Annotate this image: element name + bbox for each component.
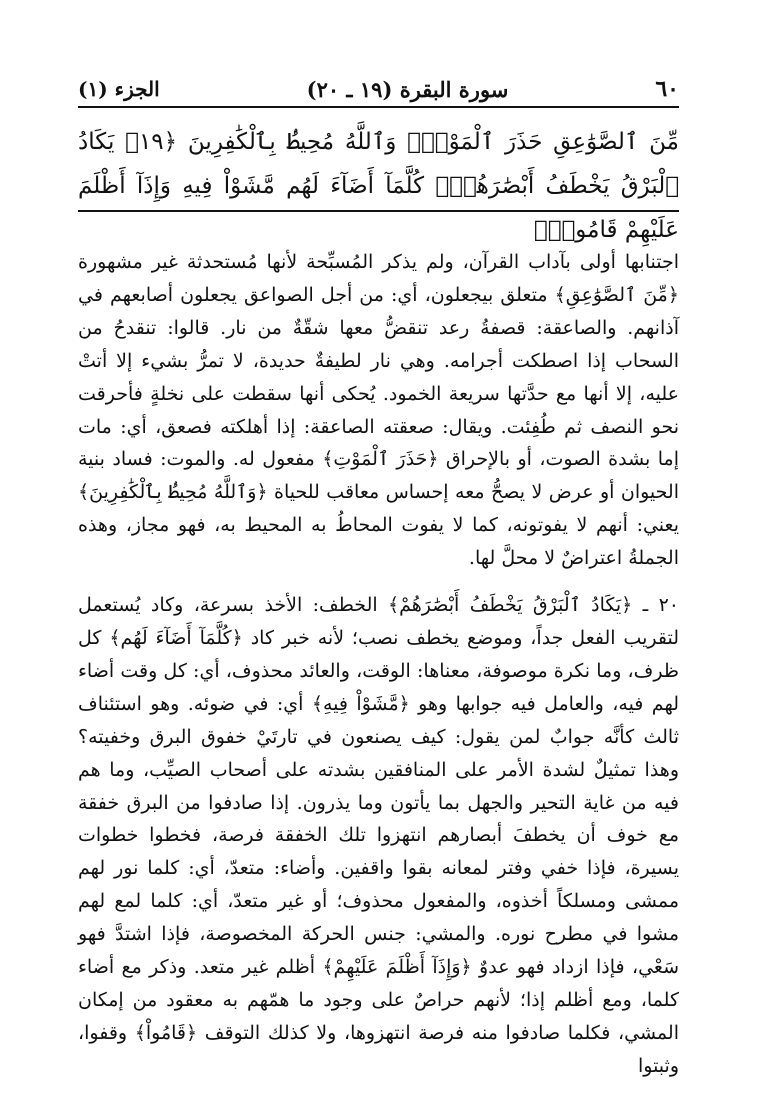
quran-verse-block	[78, 120, 680, 243]
surah-title: سورة البقرة (١٩ ـ ٢٠)	[306, 76, 509, 102]
page-header	[78, 72, 679, 108]
commentary-paragraph-2: ٢٠ ـ ﴿يَكَادُ ٱلْبَرْقُ يَخْطَفُ أَبْصَٰرَهُمْ﴾ الخطف: الأخذ بسرعة، وكاد يُستعمل لتقريب الفعل جداً، وموضع يخطف نصب؛ لأنه خبر كاد ﴿كُلَّمَآ أَضَآءَ لَهُم﴾ كل ظرف، وما نكرة موصوفة، معناها: الوقت، والعائد محذوف، أي: كل وقت أضاء لهم فيه، والعامل فيه جوابها وهو ﴿مَّشَوْاْ فِيهِ﴾ أي: في ضوئه. وهو استئناف ثالث كأنَّه جوابٌ لمن يقول: كيف يصنعون في تارتَيْ خفوق البرق وخفيته؟ وهذا تمثيلٌ لشدة الأمر على المنافقين بشدته على أصحاب الصيِّب، وما هم فيه من غاية التحير والجهل بما يأتون وما يذرون. إذا صادفوا من البرق خفقة مع خوف أن يخطفَ أبصارهم انتهزوا تلك الخفقة فرصة، فخطوا خطوات يسيرة، فإذا خفي وفتر لمعانه بقوا واقفين. وأضاء: متعدّ، أي: كلما نور لهم ممشى ومسلكاً أخذوه، والمفعول محذوف؛ أو غير متعدّ، أي: كلما لمع لهم مشوا في مطرح نوره. والمشي: جنس الحركة المخصوصة، فإذا اشتدَّ فهو سَعْي، فإذا ازداد فهو عدوٌ ﴿وَإِذَآ أَظْلَمَ عَلَيْهِمْ﴾ أظلم غير متعد. وذكر مع أضاء كلما، ومع أظلم إذا؛ لأنهم حراصٌ على وجود ما همّهم به معقود من إمكان المشي، فكلما صادفوا منه فرصة انتهزوها، ولا كذلك التوقف ﴿قَامُواْ﴾ وقفوا، وثبتوا	[78, 594, 679, 1077]
verse-text: مِّنَ ٱلصَّوَٰعِقِ حَذَرَ ٱلْمَوْتِۚ وَٱللَّهُ مُحِيطُۢ بِٱلْكَٰفِرِينَ ﴿١٩﴾ يَكَادُ ٱلْبَرْقُ يَخْطَفُ أَبْصَٰرَهُمْۖ كُلَّمَآ أَضَآءَ لَهُم مَّشَوْاْ فِيهِ وَإِذَآ أَظْلَمَ عَلَيْهِمْ قَامُواْۚ	[78, 129, 680, 243]
commentary-body	[78, 246, 679, 1083]
commentary-paragraph-1: اجتنابها أولى بآداب القرآن، ولم يذكر المُسبِّحة لأنها مُستحدثة غير مشهورة ﴿مِّنَ ٱلصَّوَٰعِقِ﴾ متعلق بيجعلون، أي: من أجل الصواعق يجعلون أصابعهم في آذانهم. والصاعقة: قصفةُ رعد تنقضُّ معها شقّةٌ من نار. قالوا: تنقدحُ من السحاب إذا اصطكت أجرامه. وهي نار لطيفةٌ حديدة، لا تمرُّ بشيء إلا أتتْ عليه، إلا أنها مع حدَّتها سريعة الخمود. يُحكى أنها سقطت على نخلةٍ فأحرقت نحو النصف ثم طُفِئت. ويقال: صعقته الصاعقة: إذا أهلكته فصعق، أي: مات إما بشدة الصوت، أو بالإحراق ﴿حَذَرَ ٱلْمَوْتِ﴾ مفعول له. والموت: فساد بنية الحيوان أو عرض لا يصحُّ معه إحساس معاقب للحياة ﴿وَٱللَّهُ مُحِيطُۢ بِٱلْكَٰفِرِينَ﴾ يعني: أنهم لا يفوتونه، كما لا يفوت المحاطُ به المحيط به، فهو مجاز، وهذه الجملةُ اعتراضٌ لا محلَّ لها.	[78, 251, 679, 570]
page-number: ٦٠	[655, 76, 679, 102]
part-label: الجزء (١)	[78, 77, 160, 101]
